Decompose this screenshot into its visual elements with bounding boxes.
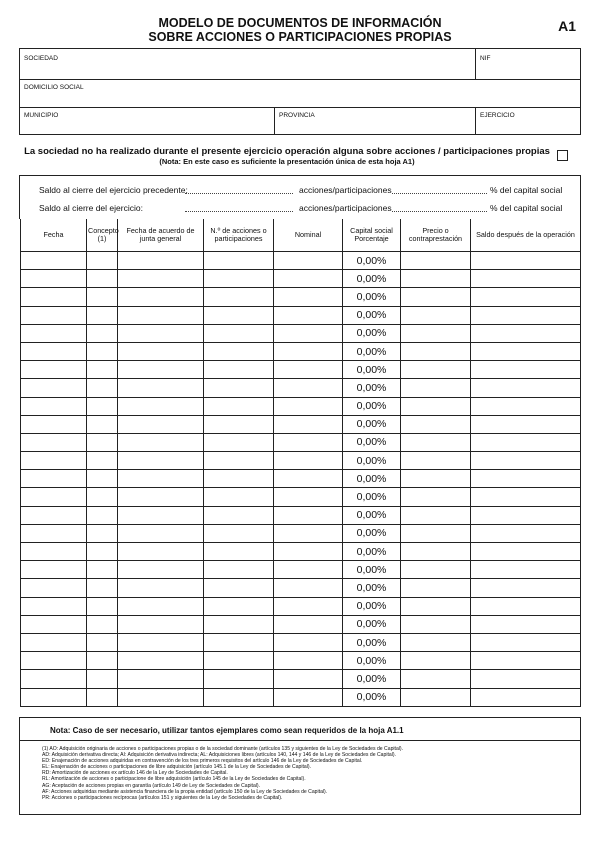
porcentaje-cell[interactable]: 0,00% — [343, 543, 401, 561]
fecha-acuerdo-cell[interactable] — [118, 324, 204, 342]
header-fecha: Fecha — [21, 219, 87, 252]
table-row — [21, 252, 581, 270]
num-acciones-cell[interactable] — [204, 397, 274, 415]
fecha-cell[interactable] — [21, 652, 87, 670]
porcentaje-cell[interactable]: 0,00% — [343, 597, 401, 615]
porcentaje-cell[interactable]: 0,00% — [343, 524, 401, 542]
fecha-cell[interactable] — [21, 270, 87, 288]
saldo-precedente-label: Saldo al cierre del ejercicio precedente: — [39, 185, 188, 195]
nominal-cell[interactable] — [274, 452, 343, 470]
porcentaje-cell[interactable]: 0,00% — [343, 470, 401, 488]
fecha-acuerdo-cell[interactable] — [118, 633, 204, 651]
precio-cell[interactable] — [401, 452, 471, 470]
concepto-cell[interactable] — [87, 288, 118, 306]
concepto-cell[interactable] — [87, 252, 118, 270]
num-acciones-cell[interactable] — [204, 324, 274, 342]
saldo-cell[interactable] — [471, 633, 581, 651]
fecha-cell[interactable] — [21, 561, 87, 579]
ejercicio-field[interactable]: EJERCICIO — [480, 112, 515, 119]
fecha-cell[interactable] — [21, 324, 87, 342]
fecha-acuerdo-cell[interactable] — [118, 615, 204, 633]
porcentaje-cell[interactable]: 0,00% — [343, 270, 401, 288]
nominal-cell[interactable] — [274, 615, 343, 633]
table-row — [21, 270, 581, 288]
nominal-cell[interactable] — [274, 433, 343, 451]
table-row — [21, 433, 581, 451]
saldo-cierre-label: Saldo al cierre del ejercicio: — [39, 203, 143, 213]
operations-table — [20, 219, 581, 707]
fecha-cell[interactable] — [21, 288, 87, 306]
concepto-cell[interactable] — [87, 506, 118, 524]
num-acciones-cell[interactable] — [204, 452, 274, 470]
table-row — [21, 688, 581, 706]
concepto-cell[interactable] — [87, 615, 118, 633]
table-header-row — [21, 219, 581, 252]
legend-line: ED: Enajenación de acciones adquiridas en contravención de los tres primeros requisitos del artículo 146 de la Ley de Sociedades de Capital. — [42, 758, 363, 765]
fecha-cell[interactable] — [21, 543, 87, 561]
num-acciones-cell[interactable] — [204, 252, 274, 270]
table-row — [21, 342, 581, 360]
porcentaje-cell[interactable]: 0,00% — [343, 252, 401, 270]
precio-cell[interactable] — [401, 342, 471, 360]
saldo-cell[interactable] — [471, 652, 581, 670]
saldo-cell[interactable] — [471, 470, 581, 488]
nominal-cell[interactable] — [274, 524, 343, 542]
legend-line: (1) AO: Adquisición originaria de acciones o participaciones propias o de la sociedad dominante (artículos 135 y siguientes de la Ley de Sociedades de Capital). — [42, 746, 404, 752]
saldo-cell[interactable] — [471, 415, 581, 433]
table-row — [21, 379, 581, 397]
concepto-cell[interactable] — [87, 579, 118, 597]
num-acciones-cell[interactable] — [204, 597, 274, 615]
num-acciones-cell[interactable] — [204, 470, 274, 488]
num-acciones-cell[interactable] — [204, 543, 274, 561]
header-num-acciones: N.º de acciones o participaciones — [204, 219, 274, 252]
table-row — [21, 415, 581, 433]
acciones-label-1: acciones/participaciones — [299, 185, 392, 195]
concepto-cell[interactable] — [87, 452, 118, 470]
table-row — [21, 470, 581, 488]
nominal-cell[interactable] — [274, 506, 343, 524]
nominal-cell[interactable] — [274, 579, 343, 597]
porcentaje-cell[interactable]: 0,00% — [343, 415, 401, 433]
table-row — [21, 306, 581, 324]
fecha-acuerdo-cell[interactable] — [118, 488, 204, 506]
fecha-acuerdo-cell[interactable] — [118, 397, 204, 415]
saldo-cierre-input[interactable] — [185, 211, 293, 212]
porcentaje-cell[interactable]: 0,00% — [343, 688, 401, 706]
fecha-acuerdo-cell[interactable] — [118, 342, 204, 360]
fecha-cell[interactable] — [21, 397, 87, 415]
precio-cell[interactable] — [401, 415, 471, 433]
nominal-cell[interactable] — [274, 670, 343, 688]
table-row — [21, 633, 581, 651]
precio-cell[interactable] — [401, 506, 471, 524]
fecha-cell[interactable] — [21, 433, 87, 451]
precio-cell[interactable] — [401, 597, 471, 615]
saldo-cell[interactable] — [471, 597, 581, 615]
fecha-cell[interactable] — [21, 597, 87, 615]
municipio-field[interactable]: MUNICIPIO — [24, 112, 59, 119]
fecha-cell[interactable] — [21, 379, 87, 397]
nominal-cell[interactable] — [274, 652, 343, 670]
porcentaje-cell[interactable]: 0,00% — [343, 561, 401, 579]
table-row — [21, 397, 581, 415]
porcentaje-cell[interactable]: 0,00% — [343, 652, 401, 670]
precio-cell[interactable] — [401, 488, 471, 506]
num-acciones-cell[interactable] — [204, 524, 274, 542]
porcentaje-cell[interactable]: 0,00% — [343, 633, 401, 651]
num-acciones-cell[interactable] — [204, 433, 274, 451]
table-row — [21, 561, 581, 579]
fecha-acuerdo-cell[interactable] — [118, 524, 204, 542]
nif-field[interactable]: NIF — [480, 55, 491, 62]
num-acciones-cell[interactable] — [204, 652, 274, 670]
fecha-cell[interactable] — [21, 524, 87, 542]
fecha-cell[interactable] — [21, 470, 87, 488]
num-acciones-cell[interactable] — [204, 288, 274, 306]
saldo-cell[interactable] — [471, 688, 581, 706]
precio-cell[interactable] — [401, 688, 471, 706]
concepto-cell[interactable] — [87, 543, 118, 561]
fecha-acuerdo-cell[interactable] — [118, 579, 204, 597]
nominal-cell[interactable] — [274, 306, 343, 324]
porcentaje-cell[interactable]: 0,00% — [343, 433, 401, 451]
saldo-cell[interactable] — [471, 579, 581, 597]
fecha-acuerdo-cell[interactable] — [118, 506, 204, 524]
acciones-label-2: acciones/participaciones — [299, 203, 392, 213]
saldo-cell[interactable] — [471, 270, 581, 288]
fecha-acuerdo-cell[interactable] — [118, 306, 204, 324]
nominal-cell[interactable] — [274, 397, 343, 415]
precio-cell[interactable] — [401, 361, 471, 379]
table-row — [21, 452, 581, 470]
precio-cell[interactable] — [401, 324, 471, 342]
notice-main-text: La sociedad no ha realizado durante el presente ejercicio operación alguna sobre acciones / participaciones propias — [24, 146, 550, 157]
precio-cell[interactable] — [401, 670, 471, 688]
nominal-cell[interactable] — [274, 543, 343, 561]
fecha-acuerdo-cell[interactable] — [118, 270, 204, 288]
precio-cell[interactable] — [401, 633, 471, 651]
porcentaje-cell[interactable]: 0,00% — [343, 488, 401, 506]
porcentaje-cell[interactable]: 0,00% — [343, 452, 401, 470]
legend-line: PR: Acciones o participaciones recíprocas (artículos 151 y siguientes de la Ley de Sociedades de Capital). — [42, 794, 283, 801]
table-row — [21, 361, 581, 379]
num-acciones-cell[interactable] — [204, 670, 274, 688]
porcentaje-cell[interactable]: 0,00% — [343, 342, 401, 360]
saldo-cell[interactable] — [471, 252, 581, 270]
porcentaje-cell[interactable]: 0,00% — [343, 615, 401, 633]
concepto-cell[interactable] — [87, 597, 118, 615]
porcentaje-cell[interactable]: 0,00% — [343, 379, 401, 397]
num-acciones-cell[interactable] — [204, 379, 274, 397]
notice-sub-text: (Nota: En este caso es suficiente la presentación única de esta hoja A1) — [159, 157, 415, 166]
num-acciones-cell[interactable] — [204, 270, 274, 288]
footnote-note: Nota: Caso de ser necesario, utilizar tantos ejemplares como sean requeridos de la hoja A1.1 — [50, 726, 404, 735]
table-row — [21, 543, 581, 561]
header-nominal: Nominal — [274, 219, 343, 252]
num-acciones-cell[interactable] — [204, 506, 274, 524]
saldo-cell[interactable] — [471, 488, 581, 506]
form-title-line1: MODELO DE DOCUMENTOS DE INFORMACIÓN — [158, 16, 442, 30]
fecha-cell[interactable] — [21, 688, 87, 706]
nominal-cell[interactable] — [274, 379, 343, 397]
num-acciones-cell[interactable] — [204, 488, 274, 506]
fecha-cell[interactable] — [21, 579, 87, 597]
table-row — [21, 652, 581, 670]
nominal-cell[interactable] — [274, 288, 343, 306]
fecha-cell[interactable] — [21, 306, 87, 324]
form-title — [110, 16, 490, 44]
legend-line: AG: Aceptación de acciones propias en garantía (artículo 149 de Ley de Sociedades de Capital). — [42, 782, 261, 789]
concepto-cell[interactable] — [87, 397, 118, 415]
precio-cell[interactable] — [401, 543, 471, 561]
concepto-cell[interactable] — [87, 633, 118, 651]
precio-cell[interactable] — [401, 524, 471, 542]
fecha-cell[interactable] — [21, 670, 87, 688]
table-row — [21, 506, 581, 524]
precio-cell[interactable] — [401, 652, 471, 670]
num-acciones-cell[interactable] — [204, 561, 274, 579]
fecha-cell[interactable] — [21, 615, 87, 633]
porcentaje-cell[interactable]: 0,00% — [343, 670, 401, 688]
fecha-cell[interactable] — [21, 342, 87, 360]
concept-legend — [42, 746, 562, 801]
saldo-cell[interactable] — [471, 524, 581, 542]
pct-label-1: % del capital social — [490, 185, 563, 195]
fecha-acuerdo-cell[interactable] — [118, 688, 204, 706]
concepto-cell[interactable] — [87, 524, 118, 542]
table-row — [21, 670, 581, 688]
fecha-acuerdo-cell[interactable] — [118, 288, 204, 306]
legend-line: RD: Amortización de acciones ex artículo 146 de la Ley de Sociedades de Capital. — [42, 770, 228, 777]
acciones-precedente-input[interactable] — [392, 193, 487, 194]
fecha-acuerdo-cell[interactable] — [118, 561, 204, 579]
legend-line: RL: Amortización de acciones o participacione de libre adquisición (artículo 145 de la Ley de Sociedades de Capital). — [42, 776, 306, 783]
concepto-cell[interactable] — [87, 670, 118, 688]
concepto-cell[interactable] — [87, 342, 118, 360]
concepto-cell[interactable] — [87, 270, 118, 288]
nominal-cell[interactable] — [274, 470, 343, 488]
fecha-cell[interactable] — [21, 633, 87, 651]
concepto-cell[interactable] — [87, 379, 118, 397]
fecha-cell[interactable] — [21, 252, 87, 270]
fecha-acuerdo-cell[interactable] — [118, 597, 204, 615]
porcentaje-cell[interactable]: 0,00% — [343, 306, 401, 324]
fecha-acuerdo-cell[interactable] — [118, 361, 204, 379]
porcentaje-cell[interactable]: 0,00% — [343, 361, 401, 379]
saldo-cell[interactable] — [471, 670, 581, 688]
table-row — [21, 488, 581, 506]
fecha-cell[interactable] — [21, 488, 87, 506]
fecha-acuerdo-cell[interactable] — [118, 415, 204, 433]
nominal-cell[interactable] — [274, 415, 343, 433]
num-acciones-cell[interactable] — [204, 342, 274, 360]
concepto-cell[interactable] — [87, 488, 118, 506]
num-acciones-cell[interactable] — [204, 688, 274, 706]
saldo-cell[interactable] — [471, 342, 581, 360]
saldo-cell[interactable] — [471, 379, 581, 397]
saldo-cell[interactable] — [471, 615, 581, 633]
precio-cell[interactable] — [401, 615, 471, 633]
porcentaje-cell[interactable]: 0,00% — [343, 506, 401, 524]
saldo-cell[interactable] — [471, 324, 581, 342]
precio-cell[interactable] — [401, 306, 471, 324]
nominal-cell[interactable] — [274, 561, 343, 579]
concepto-cell[interactable] — [87, 324, 118, 342]
concepto-cell[interactable] — [87, 470, 118, 488]
precio-cell[interactable] — [401, 561, 471, 579]
saldo-box — [19, 175, 581, 219]
provincia-field[interactable]: PROVINCIA — [279, 112, 315, 119]
nominal-cell[interactable] — [274, 597, 343, 615]
nominal-cell[interactable] — [274, 324, 343, 342]
precio-cell[interactable] — [401, 579, 471, 597]
concepto-cell[interactable] — [87, 415, 118, 433]
sociedad-field[interactable]: SOCIEDAD — [24, 55, 58, 62]
concepto-cell[interactable] — [87, 433, 118, 451]
table-row — [21, 524, 581, 542]
saldo-precedente-input[interactable] — [185, 193, 293, 194]
concepto-cell[interactable] — [87, 361, 118, 379]
fecha-cell[interactable] — [21, 506, 87, 524]
domicilio-field[interactable]: DOMICILIO SOCIAL — [24, 84, 84, 91]
fecha-cell[interactable] — [21, 452, 87, 470]
concepto-cell[interactable] — [87, 688, 118, 706]
num-acciones-cell[interactable] — [204, 306, 274, 324]
nominal-cell[interactable] — [274, 270, 343, 288]
legend-line: EL: Enajenación de acciones o participaciones de libre adquisición (artículo 145.1 de la Ley de Sociedades de Capital). — [42, 764, 312, 771]
num-acciones-cell[interactable] — [204, 615, 274, 633]
nominal-cell[interactable] — [274, 633, 343, 651]
porcentaje-cell[interactable]: 0,00% — [343, 397, 401, 415]
precio-cell[interactable] — [401, 288, 471, 306]
nominal-cell[interactable] — [274, 342, 343, 360]
concepto-cell[interactable] — [87, 652, 118, 670]
header-precio: Precio o contraprestación — [401, 219, 471, 252]
saldo-cell[interactable] — [471, 397, 581, 415]
fecha-cell[interactable] — [21, 415, 87, 433]
no-operations-notice — [22, 146, 552, 166]
concepto-cell[interactable] — [87, 561, 118, 579]
nominal-cell[interactable] — [274, 488, 343, 506]
precio-cell[interactable] — [401, 379, 471, 397]
saldo-cell[interactable] — [471, 561, 581, 579]
acciones-cierre-input[interactable] — [392, 211, 487, 212]
saldo-cell[interactable] — [471, 452, 581, 470]
table-row — [21, 288, 581, 306]
operations-table-body — [21, 252, 581, 707]
header-fecha-acuerdo: Fecha de acuerdo de junta general — [118, 219, 204, 252]
porcentaje-cell[interactable]: 0,00% — [343, 324, 401, 342]
num-acciones-cell[interactable] — [204, 579, 274, 597]
precio-cell[interactable] — [401, 252, 471, 270]
saldo-cell[interactable] — [471, 433, 581, 451]
num-acciones-cell[interactable] — [204, 633, 274, 651]
precio-cell[interactable] — [401, 397, 471, 415]
num-acciones-cell[interactable] — [204, 361, 274, 379]
porcentaje-cell[interactable]: 0,00% — [343, 579, 401, 597]
num-acciones-cell[interactable] — [204, 415, 274, 433]
fecha-acuerdo-cell[interactable] — [118, 652, 204, 670]
porcentaje-cell[interactable]: 0,00% — [343, 288, 401, 306]
concepto-cell[interactable] — [87, 306, 118, 324]
fecha-acuerdo-cell[interactable] — [118, 252, 204, 270]
no-operations-checkbox[interactable] — [557, 150, 568, 161]
table-row — [21, 579, 581, 597]
header-concepto: Concepto (1) — [87, 219, 118, 252]
precio-cell[interactable] — [401, 270, 471, 288]
fecha-acuerdo-cell[interactable] — [118, 452, 204, 470]
saldo-cell[interactable] — [471, 361, 581, 379]
header-saldo: Saldo después de la operación — [471, 219, 581, 252]
fecha-acuerdo-cell[interactable] — [118, 379, 204, 397]
nominal-cell[interactable] — [274, 252, 343, 270]
pct-label-2: % del capital social — [490, 203, 563, 213]
header-capital-social: Capital social Porcentaje — [343, 219, 401, 252]
identification-box — [19, 48, 581, 135]
fecha-acuerdo-cell[interactable] — [118, 470, 204, 488]
fecha-cell[interactable] — [21, 361, 87, 379]
nominal-cell[interactable] — [274, 688, 343, 706]
legend-line: AD: Adquisición derivativa directa; AI: Adquisición derivativa indirecta; AL: Adquisiciones libres (artículos 140, 144 y 146 de la Ley de Sociedades de Capital). — [42, 752, 396, 759]
saldo-cell[interactable] — [471, 306, 581, 324]
saldo-cell[interactable] — [471, 288, 581, 306]
saldo-cell[interactable] — [471, 543, 581, 561]
fecha-acuerdo-cell[interactable] — [118, 433, 204, 451]
precio-cell[interactable] — [401, 470, 471, 488]
table-row — [21, 324, 581, 342]
table-row — [21, 615, 581, 633]
saldo-cell[interactable] — [471, 506, 581, 524]
nominal-cell[interactable] — [274, 361, 343, 379]
footnote-box — [19, 717, 581, 815]
table-row — [21, 597, 581, 615]
precio-cell[interactable] — [401, 433, 471, 451]
fecha-acuerdo-cell[interactable] — [118, 670, 204, 688]
legend-line: AF: Acciones adquiridas mediante asistencia financiera de la propia entidad (artículo 150 de la Ley de Sociedades de Capital). — [42, 788, 328, 795]
fecha-acuerdo-cell[interactable] — [118, 543, 204, 561]
sheet-code: A1 — [558, 18, 576, 34]
form-title-line2: SOBRE ACCIONES O PARTICIPACIONES PROPIAS — [148, 30, 452, 44]
